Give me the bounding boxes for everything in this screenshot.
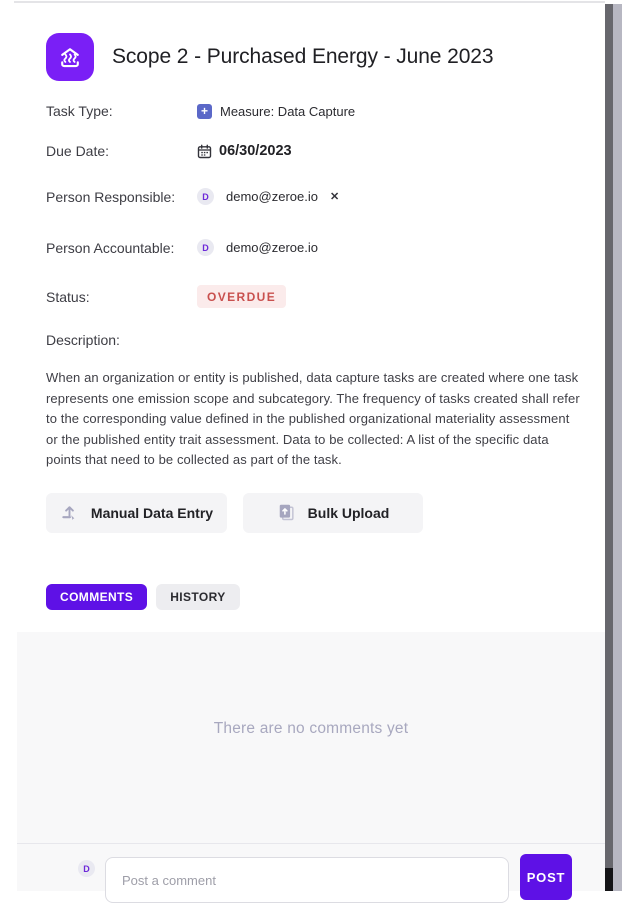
due-date-value: 06/30/2023 [219, 143, 292, 159]
comments-panel [17, 632, 605, 891]
task-header [46, 33, 605, 81]
comments-empty-message: There are no comments yet [213, 720, 409, 737]
field-status [46, 285, 605, 308]
field-task-type [46, 103, 605, 119]
task-actions [46, 493, 605, 533]
person-accountable-value: demo@zeroe.io [226, 240, 318, 255]
status-badge: OVERDUE [197, 285, 286, 308]
avatar: D [197, 188, 214, 205]
manual-entry-upload-icon [60, 503, 79, 522]
due-date-label: Due Date: [46, 143, 110, 159]
description-text: When an organization or entity is published, data capture tasks are created where one task represents one emission scope and subcategory. The frequency of tasks created shall refer to the corresponding value defined in the published organizational materiality assessment or the published entity trait assessment. Data to be collected: A list of the specific data points that need to be collected as part of the task. [46, 370, 580, 467]
task-type-label: Task Type: [46, 103, 113, 119]
manual-data-entry-button[interactable] [46, 493, 227, 533]
avatar: D [78, 860, 95, 877]
person-accountable-chip [197, 239, 605, 256]
person-responsible-value: demo@zeroe.io [226, 189, 318, 204]
plus-badge-icon: + [197, 104, 212, 119]
manual-data-entry-label: Manual Data Entry [90, 504, 214, 521]
purchased-energy-heat-icon [46, 33, 94, 81]
avatar: D [197, 239, 214, 256]
task-fields [46, 103, 605, 308]
status-label: Status: [46, 288, 90, 305]
scrollbar-end-segment [605, 868, 613, 891]
composer-divider [17, 843, 605, 844]
person-accountable-label: Person Accountable: [46, 239, 175, 256]
due-date-control[interactable] [197, 143, 605, 159]
bulk-upload-button[interactable] [243, 493, 423, 533]
field-person-responsible [46, 188, 605, 205]
tab-history[interactable]: HISTORY [156, 584, 239, 610]
scrollbar-thumb[interactable] [605, 4, 613, 868]
person-responsible-chip [197, 188, 605, 205]
scrollbar-track[interactable] [613, 4, 622, 891]
description-label: Description: [46, 332, 120, 348]
task-type-value: Measure: Data Capture [220, 103, 356, 119]
field-person-accountable [46, 239, 605, 256]
bulk-upload-icon [277, 503, 296, 522]
field-due-date [46, 143, 605, 159]
detail-tabs [46, 584, 605, 610]
post-comment-button[interactable]: POST [520, 854, 572, 900]
page-title: Scope 2 - Purchased Energy - June 2023 [112, 45, 494, 68]
comment-input[interactable] [105, 857, 509, 903]
bulk-upload-label: Bulk Upload [307, 504, 390, 521]
calendar-icon [197, 144, 212, 159]
remove-person-icon[interactable]: ✕ [329, 191, 340, 203]
person-responsible-label: Person Responsible: [46, 188, 176, 205]
tab-comments[interactable]: COMMENTS [46, 584, 147, 610]
